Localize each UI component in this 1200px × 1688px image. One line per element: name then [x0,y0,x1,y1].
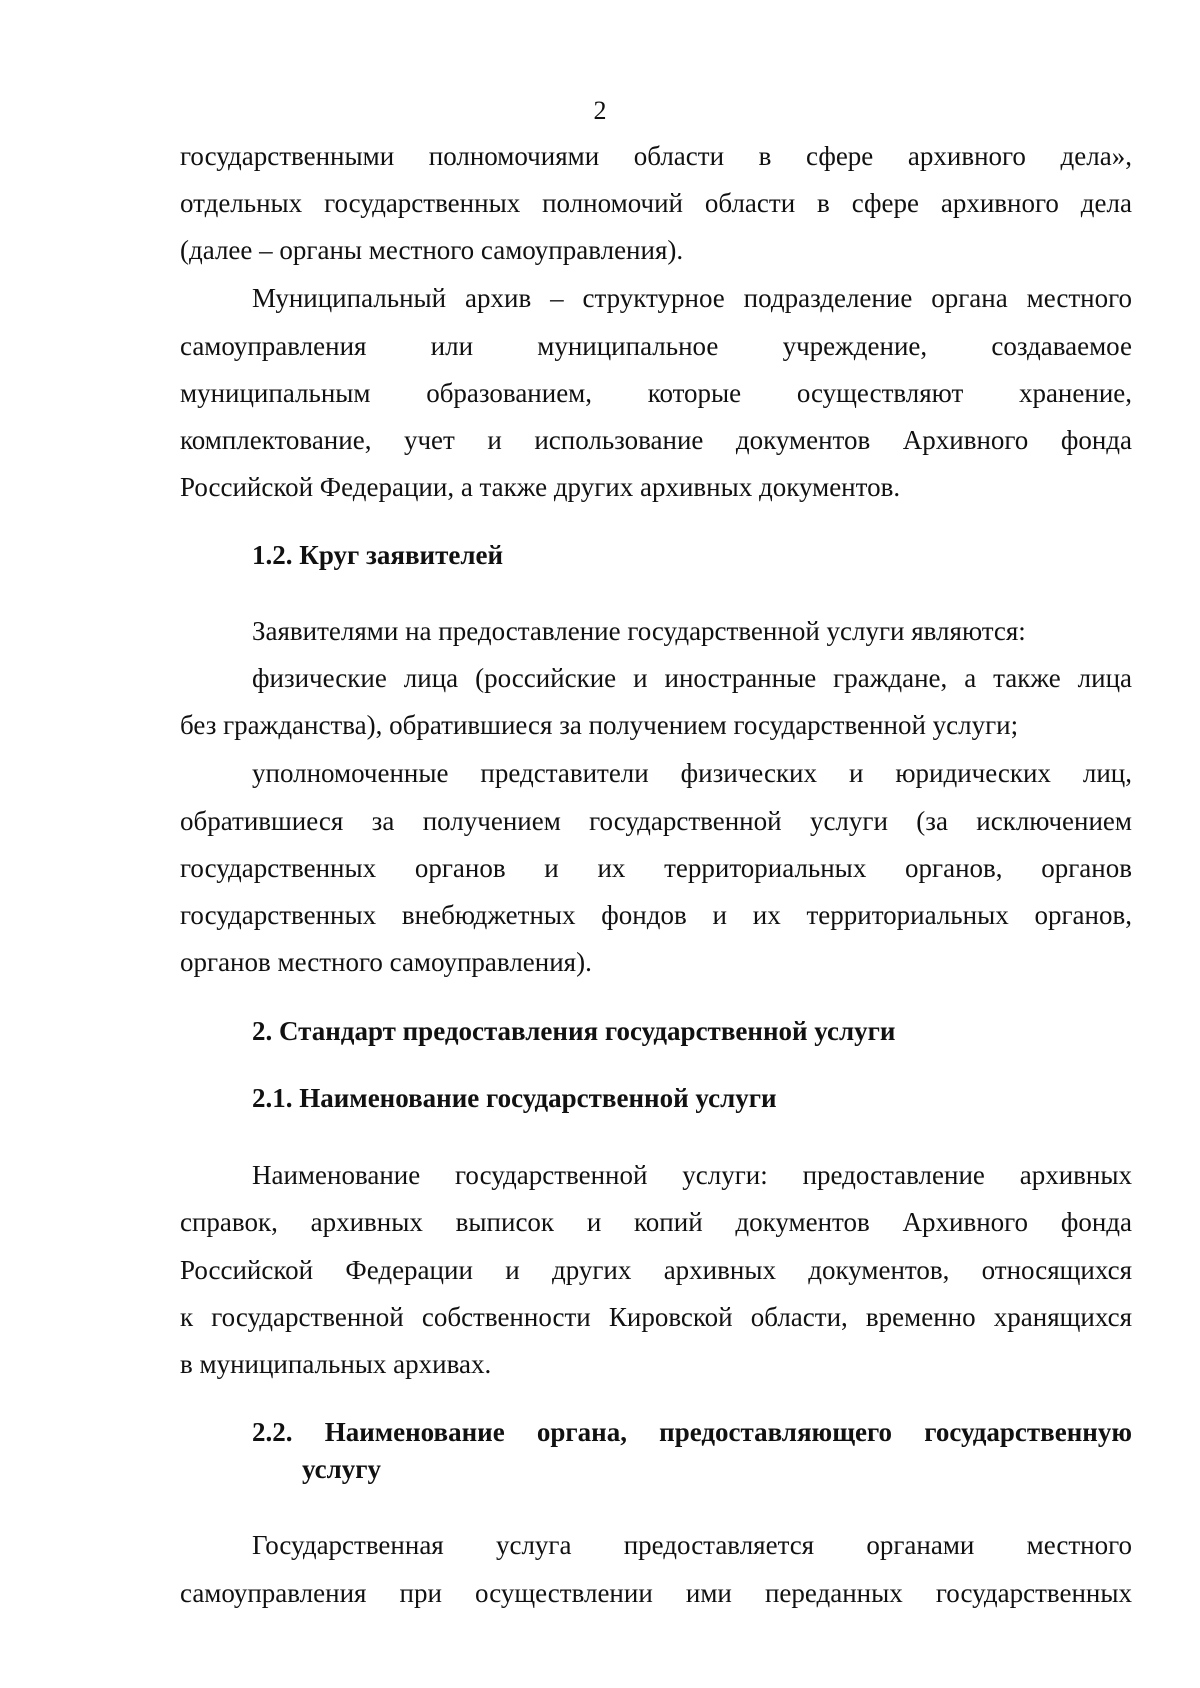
text-line: Муниципальный архив – структурное подразделение органа местного [252,283,1132,313]
text-line: уполномоченные представители физических и юридических лиц, [252,758,1132,788]
section-heading-line: 2. Стандарт предоставления государственной услуги [252,1016,896,1046]
text-line: Российской Федерации и других архивных документов, относящихся [180,1255,1132,1285]
section-heading-line: 2.1. Наименование государственной услуги [252,1083,777,1113]
text-line: (далее – органы местного самоуправления). [180,235,684,265]
text-line: государственных внебюджетных фондов и их территориальных органов, [180,900,1132,930]
section-heading-line: 2.2. Наименование органа, предоставляющего государственную [252,1417,1132,1447]
text-line: самоуправления при осуществлении ими переданных государственных [180,1578,1132,1608]
text-line: в муниципальных архивах. [180,1349,492,1379]
text-line: органов местного самоуправления). [180,947,592,977]
text-line: государственных органов и их территориальных органов, органов [180,853,1132,883]
text-line: государственными полномочиями области в сфере архивного дела», [180,141,1132,171]
text-line: муниципальным образованием, которые осуществляют хранение, [180,378,1132,408]
text-line: Заявителями на предоставление государственной услуги являются: [252,616,1026,646]
text-line: самоуправления или муниципальное учреждение, создаваемое [180,331,1132,361]
text-line: отдельных государственных полномочий области в сфере архивного дела [180,188,1132,218]
page-number: 2 [593,96,607,125]
text-line: Государственная услуга предоставляется органами местного [252,1530,1132,1560]
text-line: Наименование государственной услуги: предоставление архивных [252,1160,1132,1190]
text-line: без гражданства), обратившиеся за получением государственной услуги; [180,710,1019,740]
section-heading-line: услугу [302,1454,382,1484]
section-heading-line: 1.2. Круг заявителей [252,540,504,570]
text-line: к государственной собственности Кировской области, временно хранящихся [180,1302,1132,1332]
text-line: справок, архивных выписок и копий документов Архивного фонда [180,1207,1132,1237]
text-line: Российской Федерации, а также других архивных документов. [180,472,901,502]
text-line: обратившиеся за получением государственной услуги (за исключением [180,806,1132,836]
text-line: комплектование, учет и использование документов Архивного фонда [180,425,1132,455]
text-line: физические лица (российские и иностранные граждане, а также лица [252,663,1132,693]
